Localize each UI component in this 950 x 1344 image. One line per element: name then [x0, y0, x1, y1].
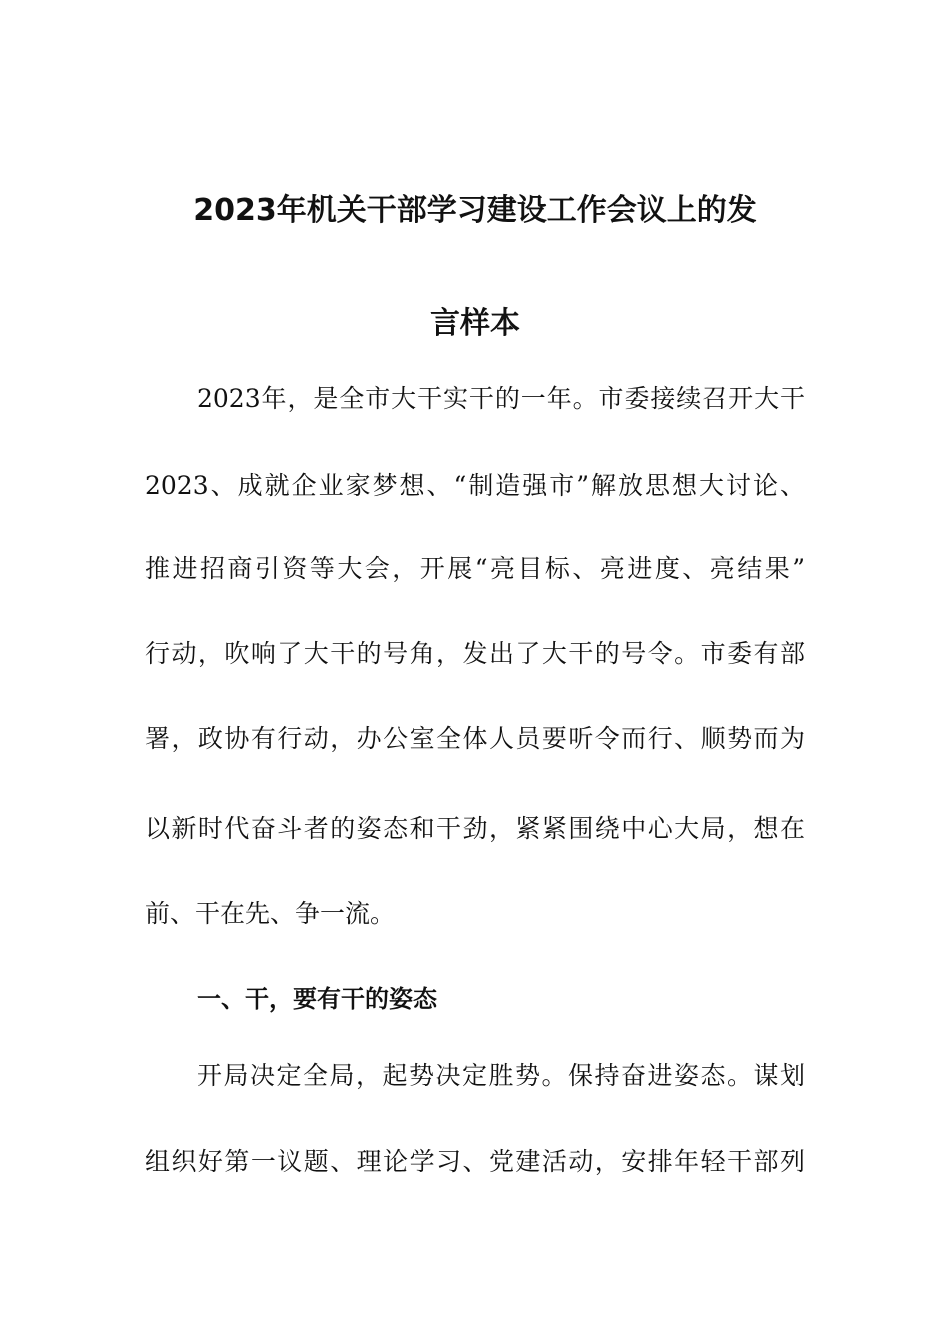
paragraph-2-line-2: 组织好第一议题、理论学习、党建活动，安排年轻干部列: [145, 1147, 805, 1176]
paragraph-1-line-6: 以新时代奋斗者的姿态和干劲，紧紧围绕中心大局，想在: [145, 814, 805, 843]
document-title-line-1: 2023年机关干部学习建设工作会议上的发: [193, 193, 757, 228]
paragraph-1-line-2: 2023、成就企业家梦想、“制造强市”解放思想大讨论、: [145, 471, 805, 500]
paragraph-1-line-1: 2023年，是全市大干实干的一年。市委接续召开大干: [197, 384, 805, 413]
document-title-line-2: 言样本: [430, 306, 520, 341]
paragraph-1-line-5: 署，政协有行动，办公室全体人员要听令而行、顺势而为: [145, 724, 805, 753]
paragraph-2-line-1: 开局决定全局，起势决定胜势。保持奋进姿态。谋划: [197, 1061, 805, 1090]
paragraph-1-line-3: 推进招商引资等大会，开展“亮目标、亮进度、亮结果”: [145, 554, 805, 583]
paragraph-1-line-7: 前、干在先、争一流。: [145, 899, 396, 928]
paragraph-1-line-4: 行动，吹响了大干的号角，发出了大干的号令。市委有部: [145, 639, 805, 668]
section-1-heading: 一、干，要有干的姿态: [197, 985, 437, 1013]
